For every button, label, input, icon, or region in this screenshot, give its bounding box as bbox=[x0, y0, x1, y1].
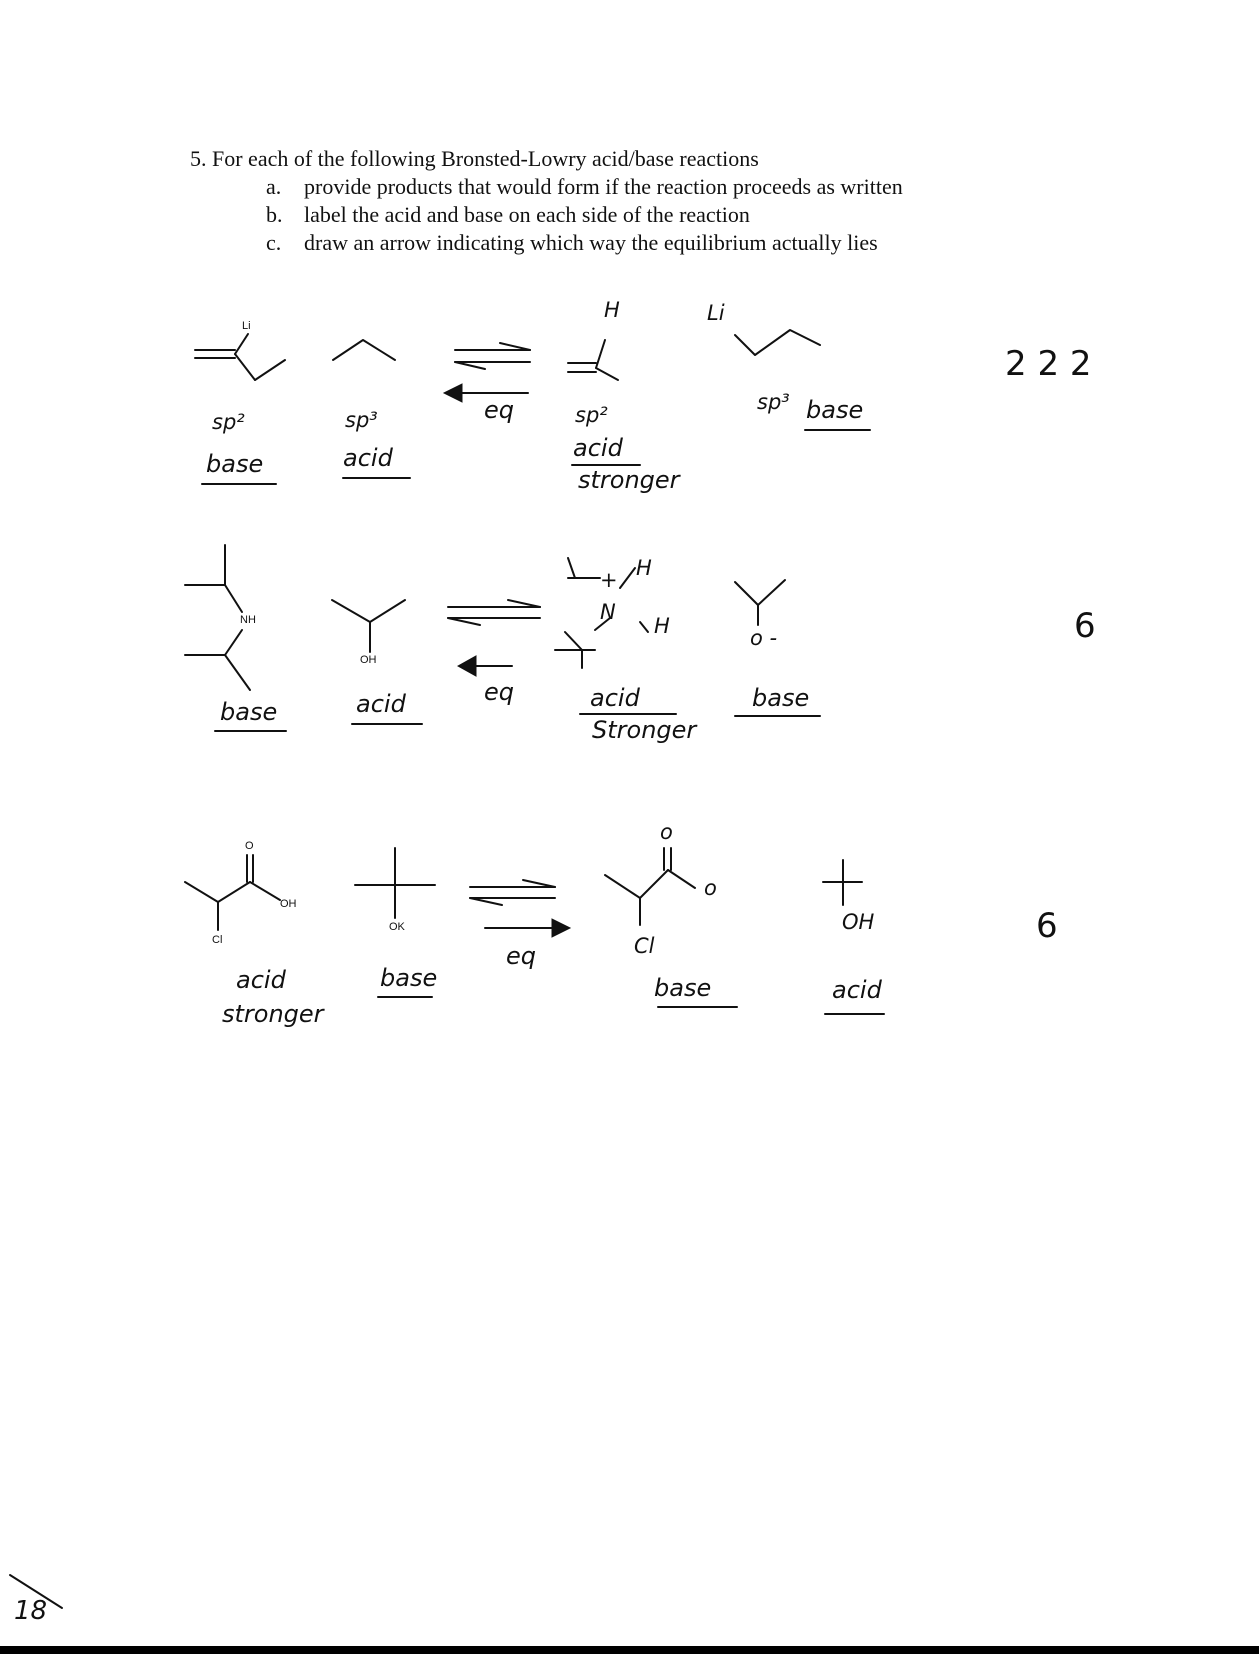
atom-label-li: Li bbox=[242, 320, 251, 332]
item-marker: a. bbox=[266, 174, 282, 199]
r1-reactant2-hybridization: sp³ bbox=[345, 408, 378, 432]
r3-reactant-tbutoxide bbox=[355, 848, 435, 918]
atom-label-oh: OH bbox=[280, 898, 297, 910]
item-text: label the acid and base on each side of the reaction bbox=[304, 202, 750, 227]
question-title: 5. For each of the following Bronsted-Lowry acid/base reactions bbox=[190, 146, 759, 171]
r3-reactant1-note: stronger bbox=[222, 1000, 324, 1028]
r3-reactant1-role: acid bbox=[236, 966, 286, 994]
r3-product1-o-top: o bbox=[660, 820, 673, 844]
r3-product1-role: base bbox=[654, 974, 712, 1002]
r1-product-ethyllithium bbox=[735, 330, 820, 355]
r1-product1-role: acid bbox=[573, 434, 623, 462]
r2-product1-charge: + bbox=[600, 568, 618, 592]
r3-reactant-chloroacid bbox=[185, 855, 280, 930]
r2-product1-note: Stronger bbox=[592, 716, 697, 744]
r1-product2-atom: Li bbox=[707, 301, 725, 325]
r3-product1-o-minus: o bbox=[704, 876, 717, 900]
r2-product1-h2: H bbox=[654, 614, 670, 638]
r1-eq-label: eq bbox=[484, 396, 514, 424]
r1-product1-atom: H bbox=[604, 298, 620, 322]
label-underlines bbox=[202, 430, 884, 1014]
r2-score: 6 bbox=[1074, 606, 1096, 646]
r3-eq-arrow bbox=[485, 919, 570, 937]
r2-product2-atom: o - bbox=[750, 626, 778, 650]
r2-reactant2-role: acid bbox=[356, 690, 406, 718]
r2-eq-arrow bbox=[458, 656, 512, 676]
r3-product1-cl: Cl bbox=[634, 934, 655, 958]
item-marker: c. bbox=[266, 230, 282, 255]
r2-reactant-isopropanol bbox=[332, 600, 405, 652]
r3-score: 6 bbox=[1036, 906, 1058, 946]
r1-product-ethylene bbox=[568, 340, 618, 380]
r2-product-isopropoxide bbox=[735, 580, 785, 625]
r3-product-carboxylate bbox=[605, 848, 695, 925]
r1-reactant-propane bbox=[333, 340, 395, 360]
r1-product2-hybridization: sp³ bbox=[757, 390, 790, 414]
r2-equilibrium-arrows bbox=[448, 600, 540, 625]
atom-label-oh: OH bbox=[360, 654, 377, 666]
r3-product-tbutanol bbox=[823, 860, 862, 905]
r2-eq-label: eq bbox=[484, 678, 514, 706]
r1-equilibrium-arrows bbox=[455, 343, 530, 369]
r2-product1-n: N bbox=[600, 600, 616, 624]
r1-reactant1-hybridization: sp² bbox=[212, 410, 245, 434]
r3-product2-role: acid bbox=[832, 976, 882, 1004]
r1-product1-note: stronger bbox=[578, 466, 680, 494]
r1-reactant1-role: base bbox=[206, 450, 264, 478]
r2-product2-role: base bbox=[752, 684, 810, 712]
r2-product1-role: acid bbox=[590, 684, 640, 712]
atom-label-cl: Cl bbox=[212, 934, 223, 946]
r3-product2-atom: OH bbox=[842, 910, 875, 934]
atom-label-nh: NH bbox=[240, 614, 256, 626]
r1-reactant-vinyllithium bbox=[195, 334, 285, 380]
r3-equilibrium-arrows bbox=[470, 880, 555, 905]
r1-score: 2 2 2 bbox=[1005, 344, 1092, 384]
atom-label-o: O bbox=[245, 840, 254, 852]
item-marker: b. bbox=[266, 202, 283, 227]
r2-product1-h1: H bbox=[636, 556, 652, 580]
item-text: draw an arrow indicating which way the equilibrium actually lies bbox=[304, 230, 878, 255]
r2-reactant1-role: base bbox=[220, 698, 278, 726]
r3-reactant2-role: base bbox=[380, 964, 438, 992]
r1-product1-hybridization: sp² bbox=[575, 403, 608, 427]
r3-eq-label: eq bbox=[506, 942, 536, 970]
r1-product2-role: base bbox=[806, 396, 864, 424]
corner-grade-mark: 18 bbox=[14, 1596, 48, 1626]
scan-bottom-edge bbox=[0, 1646, 1259, 1654]
item-text: provide products that would form if the reaction proceeds as written bbox=[304, 174, 903, 199]
atom-label-ok: OK bbox=[389, 921, 405, 933]
r1-reactant2-role: acid bbox=[343, 444, 393, 472]
